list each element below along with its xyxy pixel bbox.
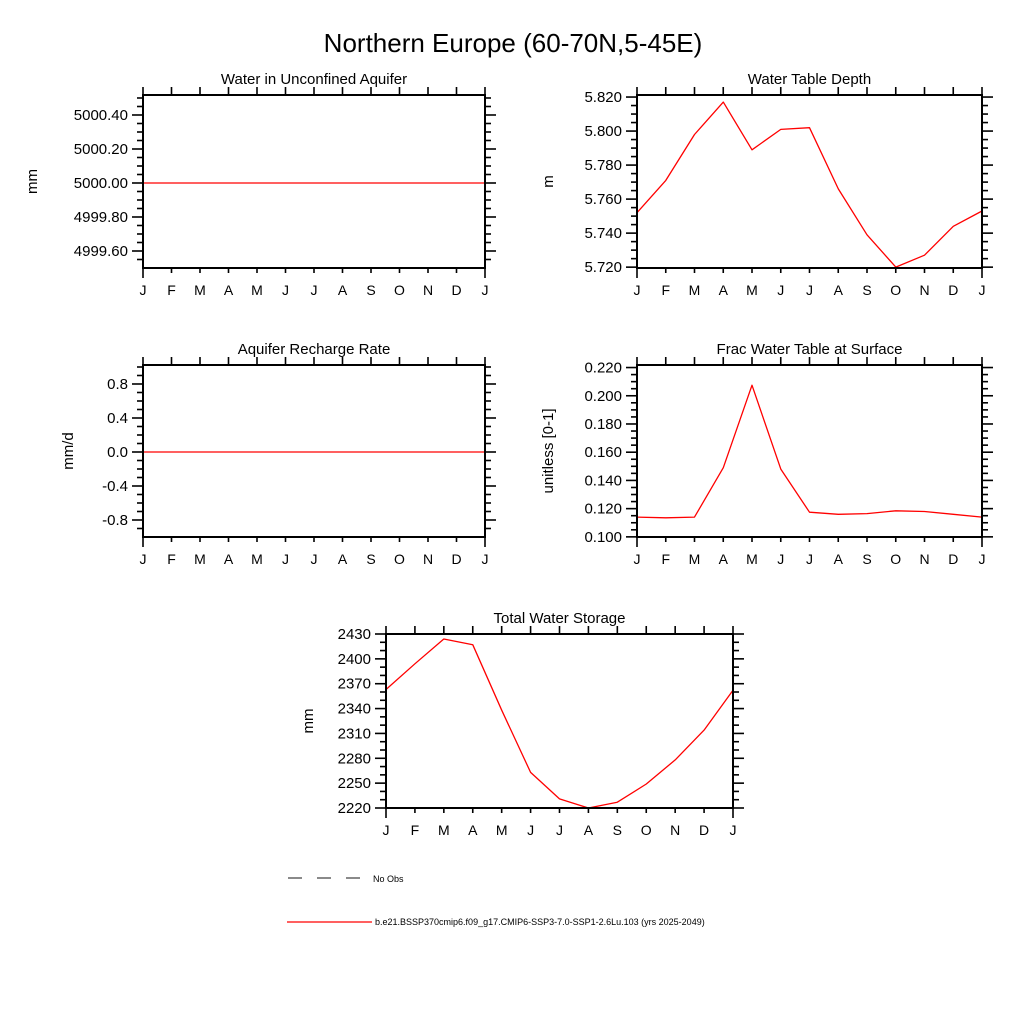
y-tick-label: -0.8 [102, 511, 128, 529]
month-label: J [481, 282, 489, 298]
plot-box [637, 95, 982, 268]
y-tick-label: 0.220 [584, 359, 622, 377]
month-label: O [890, 282, 902, 298]
plot-box [143, 95, 485, 268]
y-tick-label: 2400 [337, 650, 371, 668]
month-label: A [583, 822, 594, 838]
plot-box [386, 634, 733, 808]
month-label: N [670, 822, 681, 838]
month-label: S [366, 282, 376, 298]
month-label: A [468, 822, 478, 838]
month-label: J [282, 282, 289, 298]
y-tick-label: 4999.80 [73, 208, 128, 226]
y-tick-label: 0.8 [107, 375, 128, 393]
y-tick-label: 0.180 [584, 415, 622, 433]
y-tick-label: 5000.20 [73, 140, 128, 158]
month-label: J [139, 282, 147, 298]
chart-title: Total Water Storage [493, 610, 626, 627]
series-line [386, 639, 733, 808]
month-label: O [394, 551, 405, 567]
month-label: D [948, 282, 959, 298]
month-label: A [337, 282, 348, 298]
y-tick-label: 0.120 [584, 500, 622, 518]
month-label: F [167, 551, 176, 567]
y-tick-label: 0.200 [584, 387, 622, 405]
y-tick-label: 2370 [337, 675, 371, 693]
month-label: J [481, 551, 489, 567]
series-line [637, 102, 982, 267]
chart-aquifer-recharge-rate [60, 341, 496, 567]
month-label: J [806, 282, 813, 298]
y-tick-label: 5.720 [584, 259, 622, 277]
y-tick-label: 5.820 [584, 89, 622, 107]
y-axis-label: unitless [0-1] [540, 408, 557, 494]
month-label: S [862, 551, 872, 567]
legend [287, 874, 705, 927]
y-tick-label: 0.140 [584, 472, 622, 490]
y-tick-label: 2310 [337, 725, 371, 743]
month-label: J [282, 551, 289, 567]
month-label: J [633, 551, 641, 567]
y-axis-label: mm/d [60, 432, 77, 470]
y-axis-label: mm [300, 708, 317, 734]
y-axis-label: mm [24, 169, 41, 194]
month-label: D [451, 551, 462, 567]
y-tick-label: 0.4 [107, 409, 128, 427]
chart-water-in-unconfined-aquifer [24, 71, 496, 298]
month-label: J [139, 551, 147, 567]
month-label: J [310, 282, 318, 298]
month-label: M [746, 282, 758, 298]
y-axis-label: m [540, 175, 557, 188]
legend-no-obs-label: No Obs [373, 874, 404, 884]
month-label: M [437, 822, 450, 838]
month-label: O [890, 551, 902, 567]
y-tick-label: 0.0 [107, 443, 128, 461]
charts-group [24, 71, 993, 838]
y-tick-label: 5.780 [584, 157, 622, 175]
month-label: A [223, 282, 234, 298]
y-tick-label: 5000.00 [73, 174, 128, 192]
month-label: J [729, 822, 737, 838]
plot-box [143, 365, 485, 537]
month-label: S [366, 551, 376, 567]
y-tick-label: 5.740 [584, 225, 622, 243]
month-label: F [167, 282, 176, 298]
month-label: J [382, 822, 390, 838]
month-label: N [422, 282, 434, 298]
month-label: M [688, 282, 701, 298]
month-label: F [661, 551, 671, 567]
chart-title: Frac Water Table at Surface [716, 341, 903, 358]
month-label: N [919, 551, 930, 567]
month-label: J [633, 282, 641, 298]
month-label: F [661, 282, 671, 298]
month-label: S [612, 822, 623, 838]
y-tick-label: -0.4 [102, 477, 128, 495]
month-label: J [556, 822, 563, 838]
chart-frac-water-table-at-surface [540, 341, 993, 567]
month-label: D [451, 282, 462, 298]
y-tick-label: 0.160 [584, 444, 622, 462]
month-label: A [223, 551, 234, 567]
month-label: J [806, 551, 813, 567]
month-label: A [718, 551, 728, 567]
month-label: J [978, 282, 986, 298]
y-tick-label: 2430 [337, 626, 371, 643]
y-tick-label: 5000.40 [73, 106, 128, 124]
month-label: M [194, 551, 206, 567]
legend-series-label: b.e21.BSSP370cmip6.f09_g17.CMIP6-SSP3-7.0-SSP1-2.6Lu.103 (yrs 2025-2049) [375, 917, 705, 927]
y-tick-label: 0.100 [584, 528, 622, 546]
chart-title: Water in Unconfined Aquifer [220, 71, 408, 88]
month-label: M [194, 282, 206, 298]
month-label: J [527, 822, 535, 838]
month-label: J [310, 551, 318, 567]
y-tick-label: 2220 [337, 800, 371, 817]
chart-total-water-storage [300, 610, 744, 838]
month-label: A [718, 282, 728, 298]
y-tick-label: 5.800 [584, 123, 622, 141]
month-label: M [688, 551, 701, 567]
month-label: A [337, 551, 348, 567]
month-label: F [410, 822, 420, 838]
y-tick-label: 2340 [337, 700, 371, 718]
series-line [637, 385, 982, 518]
month-label: O [640, 822, 652, 838]
y-tick-label: 5.760 [584, 191, 622, 209]
month-label: M [251, 282, 263, 298]
month-label: D [948, 551, 959, 567]
month-label: M [495, 822, 508, 838]
chart-title: Water Table Depth [747, 71, 872, 88]
month-label: D [699, 822, 710, 838]
y-tick-label: 2250 [337, 775, 371, 793]
month-label: A [833, 282, 843, 298]
y-tick-label: 4999.60 [73, 242, 128, 260]
month-label: N [919, 282, 930, 298]
month-label: M [746, 551, 758, 567]
month-label: A [833, 551, 843, 567]
figure-title: Northern Europe (60-70N,5-45E) [323, 28, 703, 58]
month-label: N [422, 551, 434, 567]
month-label: M [251, 551, 263, 567]
chart-water-table-depth [540, 71, 993, 298]
month-label: J [777, 551, 785, 567]
month-label: J [777, 282, 785, 298]
chart-title: Aquifer Recharge Rate [237, 341, 391, 358]
y-tick-label: 2280 [337, 750, 371, 768]
month-label: S [862, 282, 872, 298]
month-label: O [394, 282, 405, 298]
month-label: J [978, 551, 986, 567]
